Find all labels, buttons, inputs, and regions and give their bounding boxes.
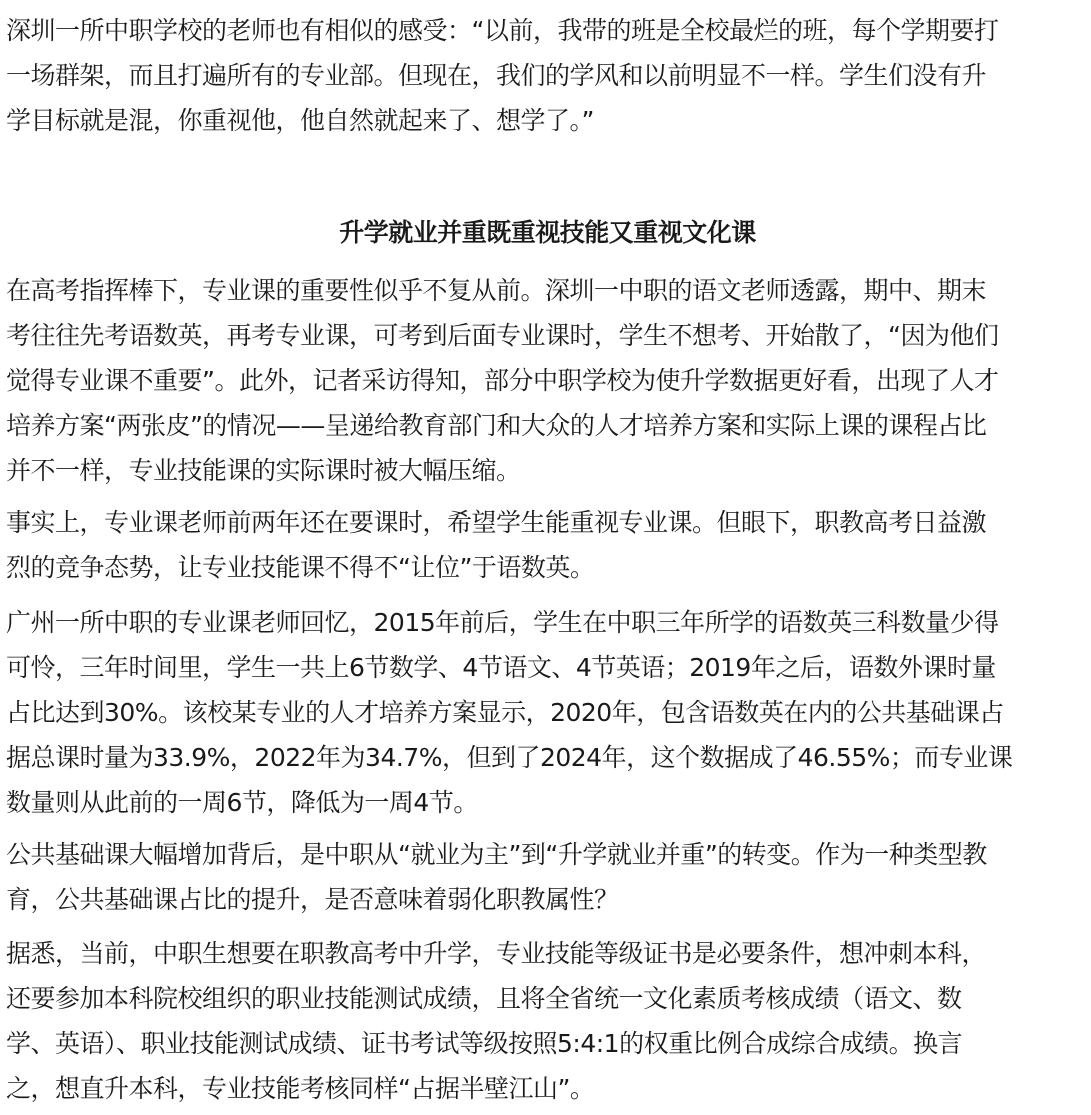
text-line: 深圳一所中职学校的老师也有相似的感受：“以前，我带的班是全校最烂的班，每个学期要打	[6, 16, 999, 45]
text-line: 考往往先考语数英，再考专业课，可考到后面专业课时，学生不想考、开始散了，“因为他们	[6, 321, 999, 350]
paragraph-teacher-quote	[6, 8, 1089, 143]
paragraph-admission-rules	[6, 931, 1089, 1111]
text-line: 一场群架，而且打遍所有的专业部。但现在，我们的学风和以前明显不一样。学生们没有升	[6, 61, 987, 90]
text-line: 并不一样，专业技能课的实际课时被大幅压缩。	[6, 456, 521, 485]
text-line: 事实上，专业课老师前两年还在要课时，希望学生能重视专业课。但眼下，职教高考日益激	[6, 508, 987, 537]
text-line: 之，想直升本科，专业技能考核同样“占据半壁江山”。	[6, 1074, 595, 1103]
text-line: 育，公共基础课占比的提升，是否意味着弱化职教属性？	[6, 885, 619, 914]
text-line: 可怜，三年时间里，学生一共上6节数学、4节语文、4节英语；2019年之后，语数外课时量	[6, 653, 996, 682]
text-line: 数量则从此前的一周6节，降低为一周4节。	[6, 788, 478, 817]
text-line: 广州一所中职的专业课老师回忆，2015年前后，学生在中职三年所学的语数英三科数量少得	[6, 608, 999, 637]
text-line: 培养方案“两张皮”的情况——呈递给教育部门和大众的人才培养方案和实际上课的课程占比	[6, 411, 987, 440]
text-line: 据总课时量为33.9%，2022年为34.7%，但到了2024年，这个数据成了46.55%；而专业课	[6, 743, 1013, 772]
paragraph-transition	[6, 832, 1089, 922]
text-line: 公共基础课大幅增加背后，是中职从“就业为主”到“升学就业并重”的转变。作为一种类型教	[6, 840, 987, 869]
paragraph-course-hours	[6, 500, 1089, 590]
section-heading: 升学就业并重既重视技能又重视文化课	[339, 218, 756, 247]
text-line: 还要参加本科院校组织的职业技能测试成绩，且将全省统一文化素质考核成绩（语文、数	[6, 984, 962, 1013]
text-line: 占比达到30%。该校某专业的人才培养方案显示，2020年，包含语数英在内的公共基础课占	[6, 698, 1004, 727]
text-line: 烈的竞争态势，让专业技能课不得不“让位”于语数英。	[6, 553, 595, 582]
text-line: 学、英语）、职业技能测试成绩、证书考试等级按照5:4:1的权重比例合成综合成绩。换言	[6, 1029, 963, 1058]
paragraph-guangzhou-data	[6, 600, 1089, 825]
text-line: 据悉，当前，中职生想要在职教高考中升学，专业技能等级证书是必要条件，想冲刺本科，	[6, 939, 987, 968]
text-line: 学目标就是混，你重视他，他自然就起来了、想学了。”	[6, 106, 594, 135]
text-line: 在高考指挥棒下，专业课的重要性似乎不复从前。深圳一中职的语文老师透露，期中、期末	[6, 276, 987, 305]
text-line: 觉得专业课不重要”。此外，记者采访得知，部分中职学校为使升学数据更好看，出现了人才	[6, 366, 999, 395]
paragraph-exam-baton	[6, 268, 1089, 493]
